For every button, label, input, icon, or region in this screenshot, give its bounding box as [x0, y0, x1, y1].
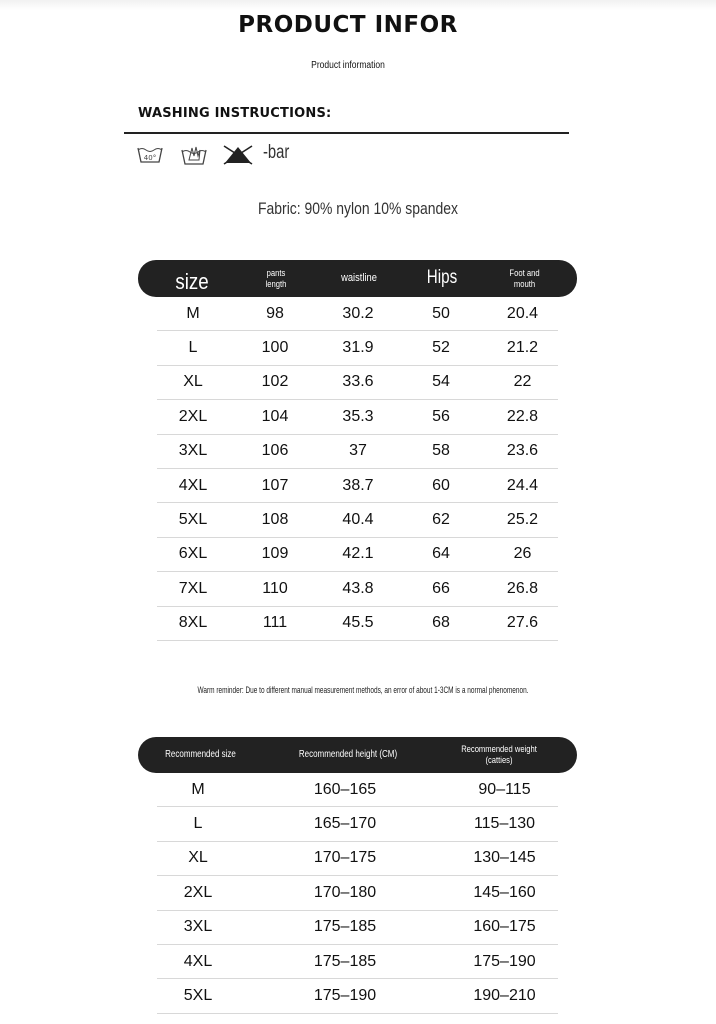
cell-hips: 58: [432, 442, 450, 460]
cell-recommended-size: 2XL: [183, 883, 213, 901]
cell-foot-mouth: 20.4: [506, 304, 539, 322]
header-recommended-weight-line1: Recommended weight: [461, 743, 537, 755]
cell-recommended-height: 170–180: [313, 883, 377, 901]
cell-foot-mouth: 22.8: [506, 407, 539, 425]
header-recommended-weight: [446, 744, 552, 767]
cell-recommended-size: M: [191, 780, 205, 798]
header-recommended-size: Recommended size: [165, 749, 236, 760]
cell-waistline: 31.9: [342, 339, 374, 357]
wash-temp-label: 40°: [143, 154, 157, 162]
page-title: PRODUCT INFOR: [238, 12, 458, 38]
cell-size: 7XL: [178, 579, 208, 597]
header-foot-mouth-line1: Foot and: [509, 267, 540, 278]
table-row: [157, 503, 558, 537]
cell-recommended-weight: 190–210: [473, 987, 536, 1005]
cell-hips: 54: [432, 373, 450, 391]
cell-foot-mouth: 27.6: [506, 614, 539, 632]
recommend-table-header: [138, 737, 577, 773]
cell-recommended-weight: 115–130: [473, 815, 536, 833]
cell-recommended-weight: 160–175: [473, 918, 536, 936]
header-size: size: [175, 269, 209, 295]
cell-recommended-weight: 130–145: [473, 849, 536, 867]
cell-pants-length: 98: [266, 304, 284, 322]
cell-recommended-size: 4XL: [183, 952, 213, 970]
cell-size: 8XL: [178, 614, 208, 632]
cell-hips: 66: [432, 579, 450, 597]
table-row: [157, 876, 558, 910]
cell-hips: 64: [432, 545, 450, 563]
table-row: [157, 842, 558, 876]
table-row: [157, 435, 558, 469]
cell-waistline: 38.7: [342, 476, 374, 494]
table-row: [157, 607, 558, 641]
table-row: [157, 911, 558, 945]
cell-pants-length: 104: [261, 407, 289, 425]
cell-pants-length: 111: [262, 614, 288, 632]
cell-size: 3XL: [178, 442, 208, 460]
cell-pants-length: 110: [262, 579, 288, 597]
cell-recommended-height: 170–175: [313, 849, 377, 867]
cell-waistline: 40.4: [342, 511, 374, 529]
size-table-header: [138, 260, 577, 297]
cell-foot-mouth: 26.8: [506, 579, 539, 597]
divider: [124, 132, 569, 134]
table-row: [157, 773, 558, 807]
table-row: [157, 469, 558, 503]
header-foot-mouth-line2: mouth: [513, 278, 536, 289]
cell-recommended-size: 5XL: [183, 987, 213, 1005]
cell-waistline: 42.1: [342, 545, 374, 563]
cell-pants-length: 106: [261, 442, 289, 460]
table-row: [157, 366, 558, 400]
cell-pants-length: 109: [261, 545, 289, 563]
cell-foot-mouth: 26: [513, 545, 532, 563]
cell-recommended-height: 175–190: [313, 987, 377, 1005]
size-table-body: [157, 297, 558, 641]
cell-foot-mouth: 23.6: [506, 442, 539, 460]
cell-hips: 60: [432, 476, 450, 494]
cell-recommended-height: 165–170: [313, 815, 377, 833]
recommend-table-body: [157, 773, 558, 1014]
header-hips: Hips: [426, 267, 458, 289]
cell-size: 4XL: [178, 476, 208, 494]
cell-foot-mouth: 22: [513, 373, 532, 391]
cell-recommended-height: 175–185: [313, 918, 377, 936]
cell-size: 2XL: [178, 407, 208, 425]
cell-recommended-size: L: [193, 815, 203, 833]
cell-recommended-size: XL: [188, 849, 208, 867]
cell-pants-length: 107: [261, 476, 289, 494]
cell-size: XL: [183, 373, 203, 391]
care-text: -bar: [263, 142, 290, 163]
cell-size: M: [186, 304, 200, 322]
top-shade: [0, 0, 716, 10]
cell-recommended-height: 160–165: [313, 780, 377, 798]
header-recommended-height: Recommended height (CM): [298, 749, 398, 760]
cell-hips: 68: [432, 614, 450, 632]
table-row: [157, 945, 558, 979]
warm-reminder: Warm reminder: Due to different manual measurement methods, an error of about 1-3CM is a normal phenomenon.: [197, 685, 529, 695]
cell-recommended-weight: 175–190: [473, 952, 536, 970]
cell-foot-mouth: 21.2: [506, 339, 539, 357]
washing-heading: WASHING INSTRUCTIONS:: [138, 106, 332, 121]
cell-hips: 50: [432, 304, 450, 322]
cell-pants-length: 102: [261, 373, 289, 391]
table-row: [157, 297, 558, 331]
cell-hips: 52: [432, 339, 450, 357]
cell-size: L: [188, 339, 198, 357]
hand-wash-icon: [181, 144, 207, 166]
cell-recommended-size: 3XL: [183, 918, 213, 936]
cell-waistline: 37: [349, 442, 367, 460]
no-bleach-icon: [223, 145, 253, 165]
header-foot-mouth: [480, 268, 569, 290]
cell-recommended-height: 175–185: [313, 952, 377, 970]
table-row: [157, 331, 558, 365]
header-waistline: waistline: [341, 271, 377, 284]
cell-waistline: 45.5: [342, 614, 374, 632]
cell-pants-length: 100: [261, 339, 289, 357]
cell-hips: 62: [432, 511, 450, 529]
cell-waistline: 43.8: [342, 579, 374, 597]
cell-recommended-weight: 145–160: [473, 883, 536, 901]
cell-hips: 56: [432, 407, 450, 425]
cell-recommended-weight: 90–115: [478, 780, 531, 798]
page-subtitle: Product information: [311, 60, 385, 71]
cell-pants-length: 108: [261, 511, 289, 529]
header-pants-length-line1: pants: [266, 267, 286, 278]
wash-40-icon: [137, 145, 163, 165]
fabric-info: Fabric: 90% nylon 10% spandex: [258, 199, 458, 218]
cell-foot-mouth: 25.2: [506, 511, 539, 529]
header-pants-length-line2: length: [265, 278, 287, 289]
cell-waistline: 33.6: [342, 373, 374, 391]
table-row: [157, 979, 558, 1013]
washing-icons: [137, 140, 253, 170]
table-row: [157, 572, 558, 606]
cell-waistline: 30.2: [342, 304, 374, 322]
cell-foot-mouth: 24.4: [506, 476, 539, 494]
table-row: [157, 538, 558, 572]
header-recommended-weight-line2: (catties): [485, 755, 513, 766]
cell-size: 6XL: [178, 545, 208, 563]
table-row: [157, 807, 558, 841]
table-row: [157, 400, 558, 434]
cell-waistline: 35.3: [342, 407, 374, 425]
header-pants-length: [251, 268, 302, 290]
cell-size: 5XL: [178, 511, 208, 529]
